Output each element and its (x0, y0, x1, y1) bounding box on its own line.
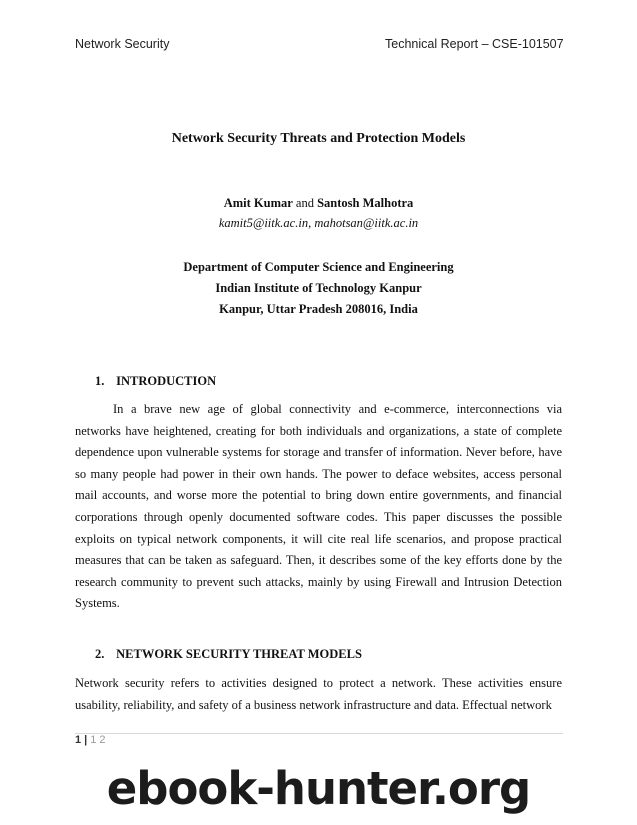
section-number: 1. (95, 374, 105, 388)
section-paragraph: Network security refers to activities designed to protect a network. These activities ensure usability, reliability, and safety of a business network infrastructure and data. Effectual network (75, 676, 562, 712)
page-separator: | (84, 734, 88, 746)
affiliation-address: Kanpur, Uttar Pradesh 208016, India (219, 302, 418, 316)
running-header-right: Technical Report – CSE-101507 (385, 37, 564, 51)
section-heading (95, 374, 216, 389)
watermark: ebook-hunter.org (106, 762, 531, 815)
page-list: 1 2 (90, 734, 106, 746)
page-number-footer (75, 734, 106, 746)
section-heading (95, 647, 362, 662)
author-conjunction: and (295, 196, 314, 210)
section-title: NETWORK SECURITY THREAT MODELS (116, 647, 362, 661)
affiliation-department: Department of Computer Science and Engineering (183, 260, 454, 274)
author-emails: kamit5@iitk.ac.in, mahotsan@iitk.ac.in (218, 216, 419, 230)
section-number: 2. (95, 647, 105, 661)
section-paragraph: In a brave new age of global connectivity and e-commerce, interconnections via networks have heightened, creating for both individuals and organizations, a state of complete dependence upon vulnerable systems for storage and transfer of information. Never before, have so many people had power in their own hands. The power to deface websites, access personal mail accounts, and worse more the potential to bring down entire governments, and financial corporations through openly documented software codes. This paper discusses the possible exploits on typical network components, it will cite real life scenarios, and propose practical measures that can be taken as safeguard. Then, it describes some of the key efforts done by the research community to prevent such attacks, mainly by using Firewall and Intrusion Detection Systems. (75, 402, 562, 611)
footer-divider (75, 733, 563, 734)
section-title: INTRODUCTION (116, 374, 217, 388)
current-page-number: 1 (75, 734, 82, 746)
author-name: Santosh Malhotra (317, 196, 414, 210)
author-name: Amit Kumar (223, 196, 293, 210)
affiliation-institute: Indian Institute of Technology Kanpur (215, 281, 422, 295)
running-header-left: Network Security (75, 37, 170, 51)
author-line (0, 196, 637, 211)
paper-title: Network Security Threats and Protection Models (171, 131, 466, 146)
